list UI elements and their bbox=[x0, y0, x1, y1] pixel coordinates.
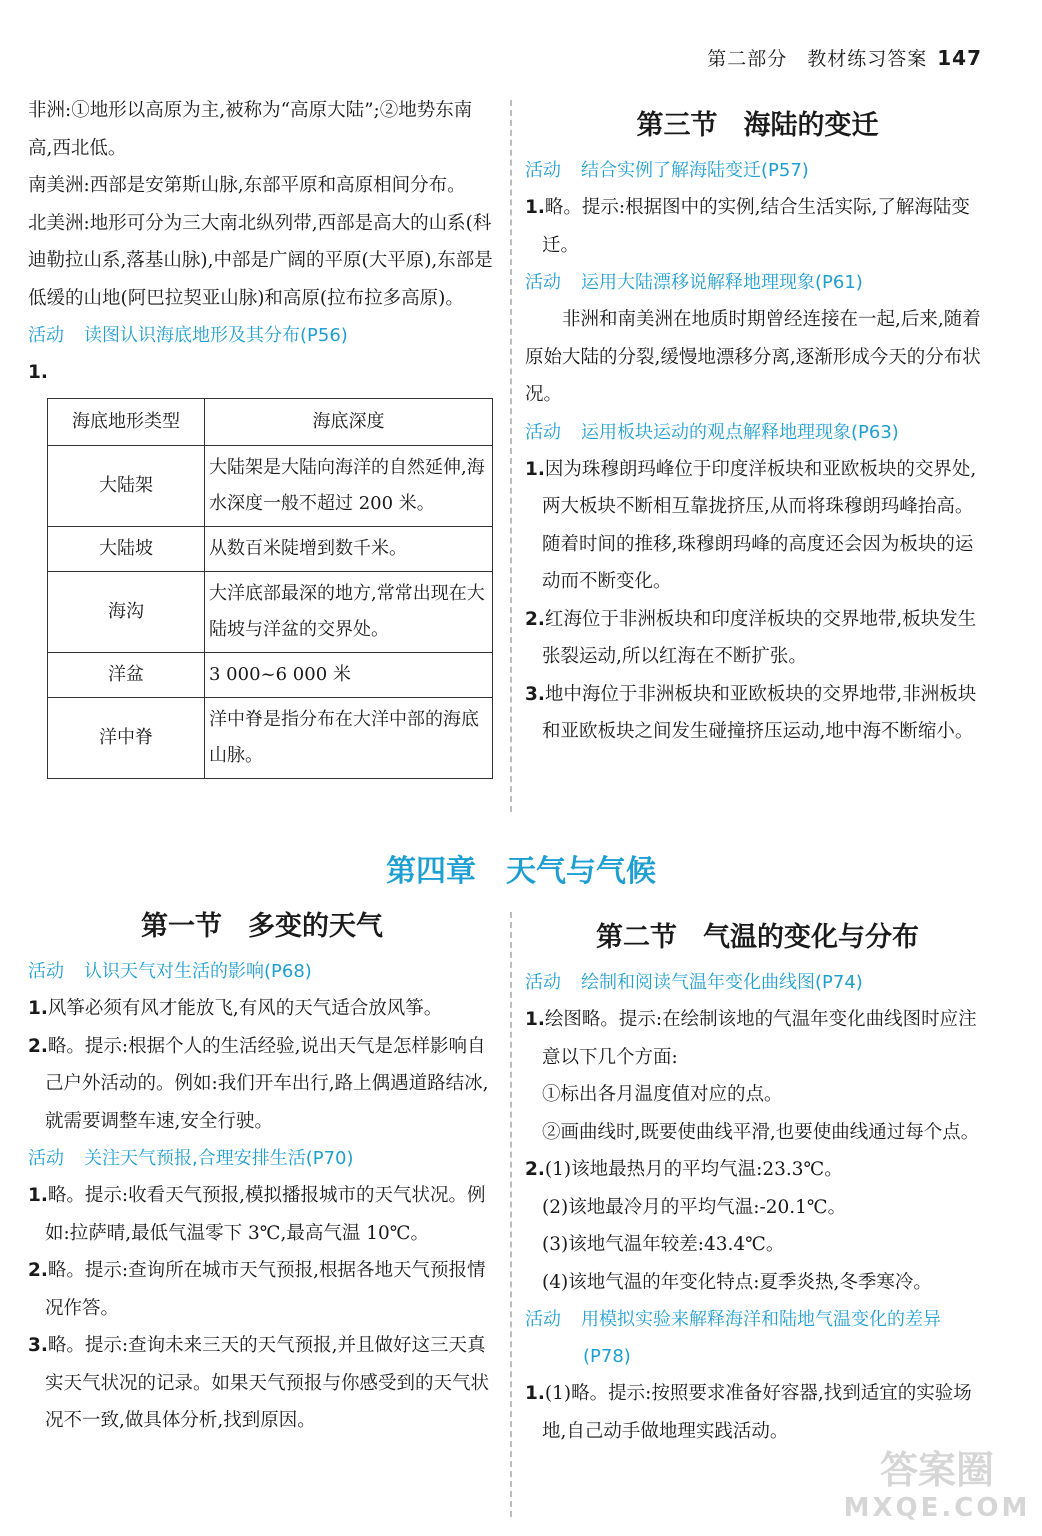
item-text: 绘图略。提示:在绘制该地的气温年变化曲线图时应注意以下几个方面: bbox=[542, 1009, 977, 1068]
item-number: 3. bbox=[28, 1335, 48, 1356]
right-top-column bbox=[525, 104, 990, 751]
table-row bbox=[48, 526, 493, 571]
activity-tag: 活动 bbox=[28, 325, 64, 346]
text-line: 非洲:①地形以高原为主,被称为“高原大陆”;②地势东南高,西北低。 bbox=[28, 100, 473, 159]
activity-heading bbox=[525, 414, 990, 451]
paragraph: 非洲和南美洲在地质时期曾经连接在一起,后来,随着原始大陆的分裂,缓慢地漂移分离,逐渐形成今天的分布状况。 bbox=[525, 309, 981, 405]
chapter-name: 天气与气候 bbox=[506, 854, 656, 889]
sub-item: (4)该地气温的年变化特点:夏季炎热,冬季寒冷。 bbox=[542, 1271, 932, 1293]
item-number: 3. bbox=[525, 683, 545, 705]
table-cell: 洋盆 bbox=[48, 652, 205, 697]
item-text: 略。提示:根据个人的生活经验,说出天气是怎样影响自己户外活动的。例如:我们开车出行,路上偶遇道路结冰,就需要调整车速,安全行驶。 bbox=[45, 1035, 489, 1132]
activity-heading bbox=[525, 1301, 990, 1338]
activity-heading bbox=[525, 152, 990, 189]
sub-item: ②画曲线时,既要使曲线平滑,也要使曲线通过每个点。 bbox=[542, 1121, 980, 1143]
table-cell: 3 000~6 000 米 bbox=[205, 652, 493, 697]
table-row bbox=[48, 697, 493, 778]
watermark-logo bbox=[842, 1448, 1032, 1530]
sub-item: (2)该地最冷月的平均气温:-20.1℃。 bbox=[542, 1196, 847, 1218]
answer-item bbox=[28, 1252, 496, 1327]
answer-item bbox=[28, 1177, 496, 1252]
table-header-row bbox=[48, 398, 493, 445]
item-text: (1)该地最热月的平均气温:23.3℃。 bbox=[544, 1159, 843, 1180]
activity-tag: 活动 bbox=[28, 1148, 64, 1169]
activity-heading bbox=[28, 317, 496, 354]
activity-text: 认识天气对生活的影响(P68) bbox=[84, 961, 312, 982]
table-header: 海底深度 bbox=[205, 398, 493, 445]
item-number: 1. bbox=[28, 1185, 48, 1206]
column-divider bbox=[510, 100, 512, 812]
chapter-number: 第四章 bbox=[386, 854, 476, 889]
item-text: (1)略。提示:按照要求准备好容器,找到适宜的实验场地,自己动手做地理实践活动。 bbox=[542, 1383, 972, 1442]
table-cell: 大洋底部最深的地方,常常出现在大陆坡与洋盆的交界处。 bbox=[205, 571, 493, 652]
section-number: 第三节 bbox=[636, 110, 718, 141]
answer-item bbox=[525, 1151, 990, 1189]
table-cell: 大陆坡 bbox=[48, 526, 205, 571]
section-number: 第二节 bbox=[596, 922, 677, 953]
activity-tag: 活动 bbox=[525, 272, 561, 293]
item-text: 略。提示:查询未来三天的天气预报,并且做好这三天真实天气状况的记录。如果天气预报与你感受到的天气状况不一致,做具体分析,找到原因。 bbox=[45, 1335, 490, 1431]
activity-heading bbox=[28, 953, 496, 990]
table-row bbox=[48, 652, 493, 697]
answer-item bbox=[28, 1028, 496, 1141]
item-number: 1. bbox=[28, 998, 48, 1019]
page-number: 147 bbox=[937, 46, 982, 70]
answer-item bbox=[28, 990, 496, 1028]
activity-heading bbox=[525, 964, 990, 1001]
chapter-title bbox=[0, 846, 1042, 890]
right-bottom-column bbox=[525, 916, 990, 1450]
header-text: 第二部分 教材练习答案 bbox=[707, 48, 928, 70]
column-divider bbox=[510, 912, 512, 1517]
activity-heading bbox=[28, 1140, 496, 1177]
activity-tag: 活动 bbox=[525, 972, 561, 993]
answer-item bbox=[525, 189, 990, 264]
text-line: 南美洲:西部是安第斯山脉,东部平原和高原相间分布。 bbox=[28, 175, 466, 196]
item-text: 红海位于非洲板块和印度洋板块的交界地带,板块发生张裂运动,所以红海在不断扩张。 bbox=[542, 608, 977, 667]
table-cell: 洋中脊是指分布在大洋中部的海底山脉。 bbox=[205, 697, 493, 778]
answer-item bbox=[525, 601, 990, 676]
table-cell: 洋中脊 bbox=[48, 697, 205, 778]
item-text: 风筝必须有风才能放飞,有风的天气适合放风筝。 bbox=[47, 998, 443, 1019]
text-line: 北美洲:地形可分为三大南北纵列带,西部是高大的山系(科迪勒拉山系,落基山脉),中部是广阔的平原(大平原),东部是低缓的山地(阿巴拉契亚山脉)和高原(拉布拉多高原)。 bbox=[28, 212, 493, 309]
watermark-bottom: MXQE.COM bbox=[843, 1493, 1031, 1523]
answer-item bbox=[525, 1001, 990, 1076]
answer-item bbox=[525, 1375, 990, 1450]
item-number: 2. bbox=[28, 1035, 48, 1057]
table-header: 海底地形类型 bbox=[48, 398, 205, 445]
activity-text: 运用大陆漂移说解释地理现象(P61) bbox=[581, 272, 863, 293]
item-number: 1. bbox=[28, 362, 48, 383]
activity-text: 运用板块运动的观点解释地理现象(P63) bbox=[581, 421, 899, 443]
table-cell: 海沟 bbox=[48, 571, 205, 652]
item-text: 略。提示:查询所在城市天气预报,根据各地天气预报情况作答。 bbox=[45, 1260, 486, 1319]
section-number: 第一节 bbox=[141, 911, 222, 942]
activity-heading bbox=[525, 264, 990, 301]
item-number: 2. bbox=[28, 1260, 48, 1281]
section-title bbox=[525, 916, 990, 960]
sub-item: ①标出各月温度值对应的点。 bbox=[542, 1084, 783, 1105]
section-title bbox=[28, 905, 496, 949]
answer-item bbox=[525, 451, 990, 601]
left-top-column bbox=[28, 92, 496, 779]
left-bottom-column bbox=[28, 905, 496, 1440]
table-row bbox=[48, 445, 493, 526]
sub-item: (3)该地气温年较差:43.4℃。 bbox=[542, 1234, 785, 1255]
activity-page-ref: (P78) bbox=[583, 1346, 631, 1367]
activity-text: 用模拟实验来解释海洋和陆地气温变化的差异 bbox=[581, 1309, 941, 1330]
section-name: 海陆的变迁 bbox=[743, 110, 879, 141]
item-number: 1. bbox=[525, 197, 545, 218]
table-cell: 大陆架是大陆向海洋的自然延伸,海水深度一般不超过 200 米。 bbox=[205, 445, 493, 526]
item-number: 2. bbox=[525, 608, 545, 630]
item-number: 2. bbox=[525, 1159, 545, 1180]
seafloor-table bbox=[47, 398, 493, 779]
item-number: 1. bbox=[525, 458, 545, 480]
table-cell: 大陆架 bbox=[48, 445, 205, 526]
table-row bbox=[48, 571, 493, 652]
answer-item bbox=[28, 1327, 496, 1440]
activity-tag: 活动 bbox=[525, 1309, 561, 1330]
activity-tag: 活动 bbox=[525, 160, 561, 181]
activity-text: 关注天气预报,合理安排生活(P70) bbox=[84, 1148, 354, 1169]
section-title bbox=[525, 104, 990, 148]
item-text: 地中海位于非洲板块和亚欧板块的交界地带,非洲板块和亚欧板块之间发生碰撞挤压运动,地中海不断缩小。 bbox=[542, 683, 977, 742]
item-text: 因为珠穆朗玛峰位于印度洋板块和亚欧板块的交界处,两大板块不断相互靠拢挤压,从而将珠穆朗玛峰抬高。随着时间的推移,珠穆朗玛峰的高度还会因为板块的运动而不断变化。 bbox=[542, 458, 977, 592]
answer-item bbox=[525, 676, 990, 751]
table-cell: 从数百米陡增到数千米。 bbox=[205, 526, 493, 571]
activity-text: 结合实例了解海陆变迁(P57) bbox=[581, 160, 809, 181]
activity-tag: 活动 bbox=[525, 421, 561, 443]
item-text: 略。提示:收看天气预报,模拟播报城市的天气状况。例如:拉萨晴,最低气温零下 3℃,最高气温 10℃。 bbox=[45, 1185, 486, 1244]
item-number: 1. bbox=[525, 1383, 545, 1404]
activity-tag: 活动 bbox=[28, 961, 64, 982]
item-number: 1. bbox=[525, 1009, 545, 1030]
activity-text: 读图认识海底地形及其分布(P56) bbox=[84, 325, 348, 346]
section-name: 多变的天气 bbox=[248, 911, 383, 942]
section-name: 气温的变化与分布 bbox=[703, 922, 919, 953]
item-text: 略。提示:根据图中的实例,结合生活实际,了解海陆变迁。 bbox=[542, 197, 970, 256]
activity-text: 绘制和阅读气温年变化曲线图(P74) bbox=[581, 972, 863, 993]
page-header bbox=[707, 44, 982, 71]
watermark-top: 答案圈 bbox=[879, 1448, 994, 1492]
